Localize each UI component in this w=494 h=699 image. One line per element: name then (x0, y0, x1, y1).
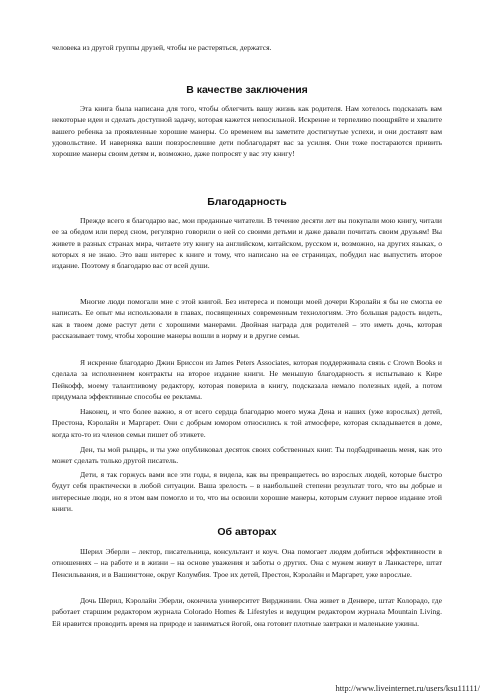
conclusion-heading: В качестве заключения (186, 84, 308, 96)
thanks-paragraph-2: Многие люди помогали мне с этой книгой. Без интереса и помощи моей дочери Кэролайн я бы не смогла ее написать. Ее опыт мы использовали в главах, посвященных современным технологиям. Это большая радость видеть, как в твоем доме растут дети с хорошими манерами. Двойная награда для родителей – это иметь дочь, которая рассказывает тому, чтобы хорошие манеры вошли в норму и в другие семьи. (52, 297, 442, 340)
thanks-paragraph-3: Я искренне благодарю Джин Бриссон из James Peters Associates, которая поддерживала связь с Crown Books и сделала за исполнением контракты на второе издание книги. Не меньшую благодарность я испытываю к Кире Пейкофф, моему талантливому редактору, которая поверила в книгу, подсказала немало полезных идей, а потом придумала эффективные способы ее рекламы. (52, 358, 442, 401)
thanks-heading: Благодарность (207, 196, 287, 208)
footer-url[interactable]: http://www.liveinternet.ru/users/ksu11111/ (335, 683, 480, 693)
authors-heading: Об авторах (217, 526, 277, 538)
thanks-paragraph-1: Прежде всего я благодарю вас, мои преданные читатели. В течение десяти лет вы покупали мою книгу, читали ее за обедом или перед сном, регулярно говорили о ней со своими детьми и даже давали почитать своим друзьям! Вы живете в разных странах мира, читаете эту книгу на английском, китайском, русском и, возможно, на других языках, о которых я не знаю. Это ваш интерес к книге и тому, что написано на ее страницах, побудил нас выпустить второе издание. Поэтому я благодарю вас от всей души. (52, 216, 442, 271)
authors-paragraph-2: Дочь Шерил, Кэролайн Эберли, окончила университет Вирджинии. Она живет в Денвере, штат Колорадо, где работает старшим редактором журнала Colorado Homes & Lifestyles и ведущим редактором журнала Mountain Living. Ей нравится проводить время на природе и заниматься йогой, она готовит плотные завтраки и маленькие ужины. (52, 596, 442, 628)
intro-tail-text: человека из другой группы друзей, чтобы не растеряться, держатся. (52, 43, 272, 52)
conclusion-text: Эта книга была написана для того, чтобы облегчить вашу жизнь как родителя. Нам хотелось подсказать вам некоторые идеи и сделать доступной задачу, которая кажется непосильной. Искренне и терпеливо поощряйте и хвалите вашего ребенка за проявленные хорошие манеры. Со временем вы заметите достигнутые успехи, и они доставят вам удовольствие. И наверняка ваши повзрослевшие дети поблагодарят вас за усилия. Они тоже постараются привить хорошие манеры своим детям и, возможно, даже попросят у вас эту книгу! (52, 104, 442, 159)
authors-paragraph-1: Шерил Эберли – лектор, писательница, консультант и коуч. Она помогает людям добиться эффективности в отношениях – на работе и в жизни – на основе уважения и заботы о других. Она с мужем живут в Ланкастере, штат Пенсильвания, и в Вашингтоне, округ Колумбия. Трое их детей, Престон, Кэролайн и Маргарет, уже взрослые. (52, 547, 442, 579)
thanks-paragraph-5: Ден, ты мой рыцарь, и ты уже опубликовал десяток своих собственных книг. Ты подбадриваешь меня, как это может сделать только другой писатель. (52, 445, 442, 466)
thanks-paragraph-6: Дети, я так горжусь вами все эти годы, я видела, как вы превращаетесь во взрослых людей, которые быстро будут себя практически в любой ситуации. Ваша зрелость – в наибольшей степени результат того, что вы добрые и интересные люди, но я этом вам помогло и то, что вы освоили хорошие манеры, которым служит первое издание этой книги. (52, 470, 442, 513)
thanks-paragraph-4: Наконец, и что более важно, я от всего сердца благодарю моего мужа Дена и наших (уже взрослых) детей, Престона, Кэролайн и Маргарет. Они с добрым юмором относились к той атмосфере, которая складывается в доме, когда кто-то из членов семьи пишет об этикете. (52, 407, 442, 439)
